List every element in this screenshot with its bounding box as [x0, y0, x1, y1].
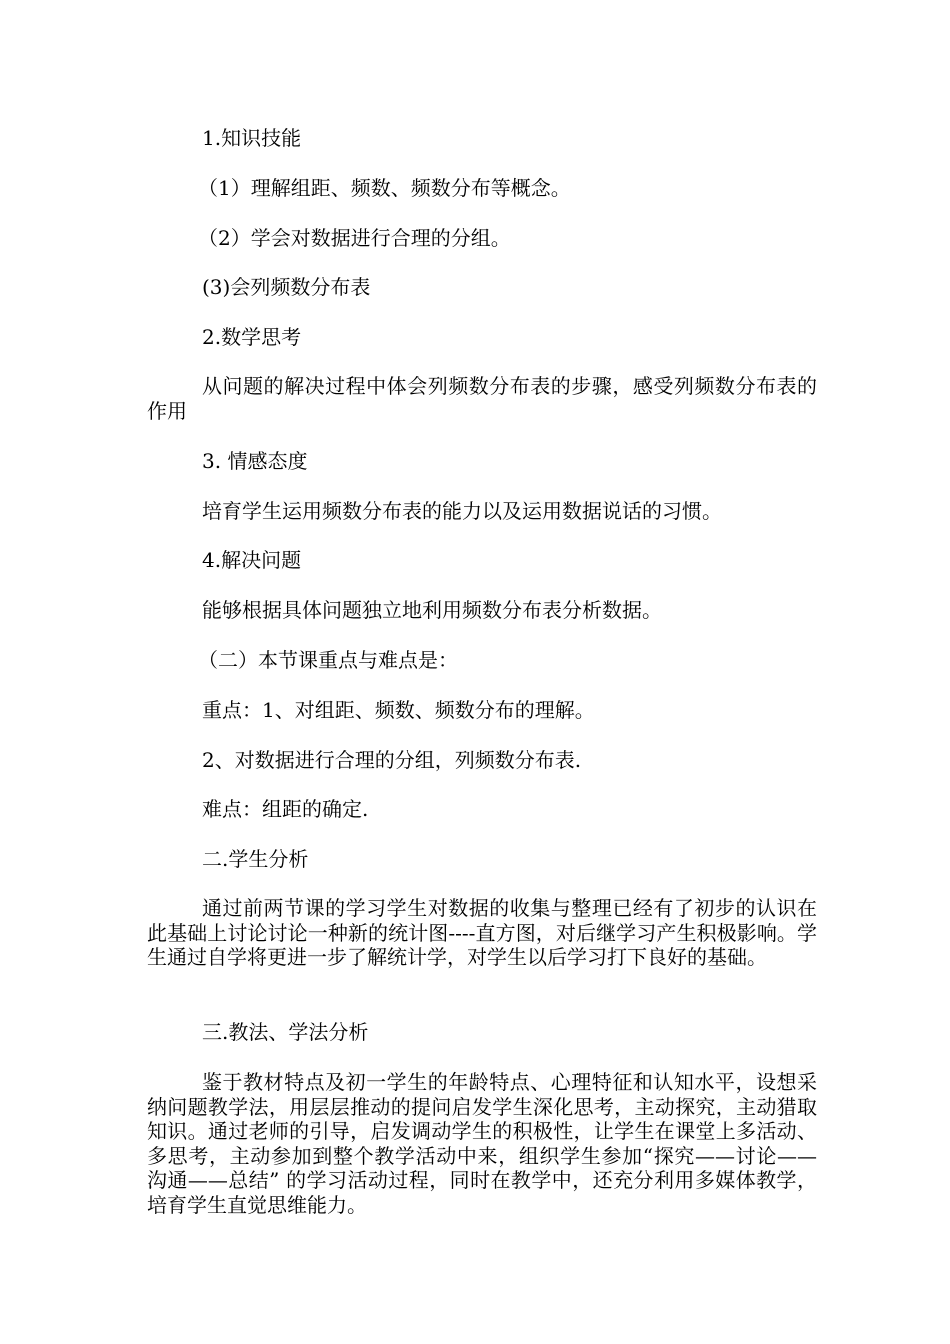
- paragraph-math-thinking: 从问题的解决过程中体会列频数分布表的步骤，感受列频数分布表的作用: [147, 374, 817, 423]
- heading-attitude: 3. 情感态度: [202, 449, 308, 473]
- heading-problem-solving: 4.解决问题: [202, 548, 302, 572]
- text-key-point-1: 重点：1、对组距、频数、频数分布的理解。: [202, 698, 595, 722]
- heading-teaching-method: 三.教法、学法分析: [202, 1020, 369, 1044]
- heading-student-analysis: 二.学生分析: [202, 847, 309, 871]
- item-grouping: （2）学会对数据进行合理的分组。: [198, 226, 511, 250]
- text-problem-solving: 能够根据具体问题独立地利用频数分布表分析数据。: [202, 598, 662, 622]
- paragraph-teaching-method: 鉴于教材特点及初一学生的年龄特点、心理特征和认知水平，设想采纳问题教学法，用层层推动的提问启发学生深化思考，主动探究，主动猎取知识。通过老师的引导，启发调动学生的积极性，让学生在课堂上多活动、多思考，主动参加到整个教学活动中来，组织学生参加“探究——讨论——沟通——总结” 的学习活动过程，同时在教学中，还充分利用多媒体教学，培育学生直觉思维能力。: [147, 1070, 817, 1217]
- item-frequency-table: (3)会列频数分布表: [202, 275, 371, 299]
- text-difficulty: 难点：组距的确定.: [202, 797, 369, 821]
- heading-math-thinking: 2.数学思考: [202, 325, 302, 349]
- text-attitude: 培育学生运用频数分布表的能力以及运用数据说话的习惯。: [202, 499, 722, 523]
- text-key-point-2: 2、对数据进行合理的分组，列频数分布表.: [202, 748, 582, 772]
- paragraph-student-analysis: 通过前两节课的学习学生对数据的收集与整理已经有了初步的认识在此基础上讨论讨论一种新的统计图----直方图，对后继学习产生积极影响。学生通过自学将更进一步了解统计学，对学生以后学习打下良好的基础。: [147, 896, 817, 969]
- heading-key-points: （二）本节课重点与难点是：: [198, 648, 458, 672]
- item-concepts: （1）理解组距、频数、频数分布等概念。: [198, 176, 571, 200]
- heading-knowledge-skills: 1.知识技能: [202, 126, 302, 150]
